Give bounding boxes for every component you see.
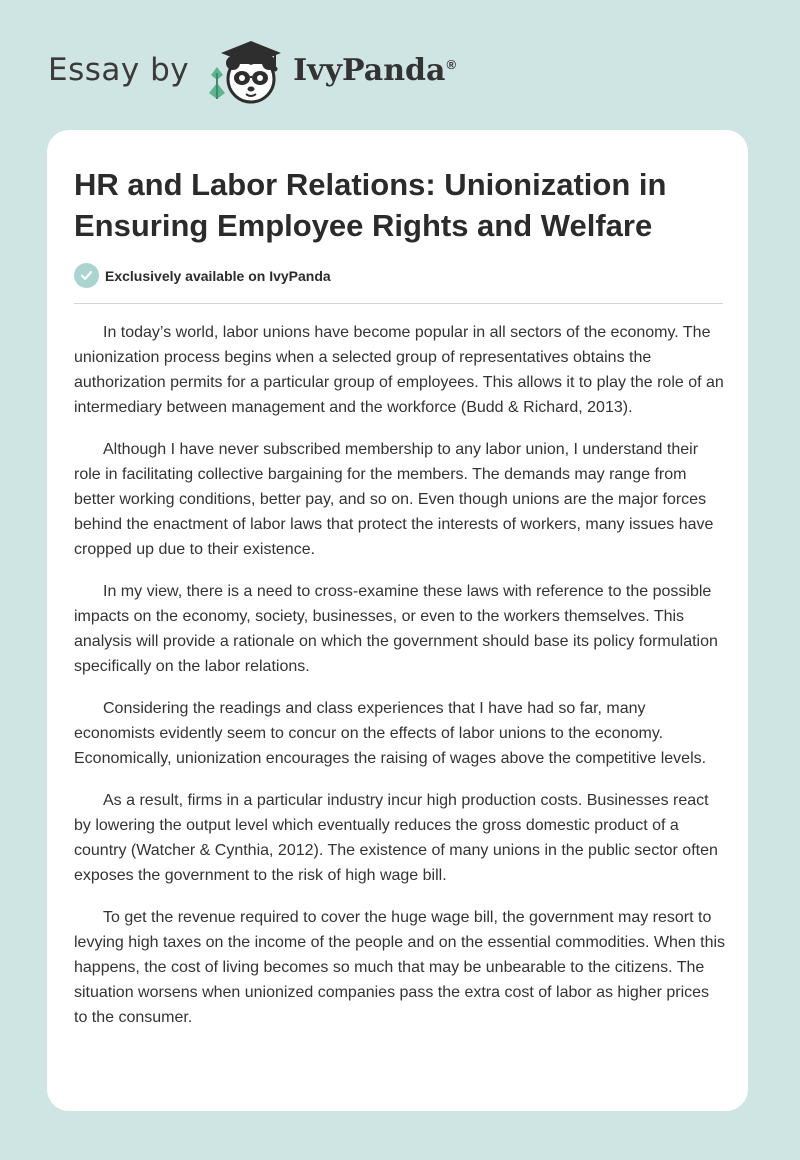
exclusive-badge: [74, 263, 331, 288]
ivypanda-logo[interactable]: [205, 33, 456, 107]
exclusive-badge-label: Exclusively available on IvyPanda: [105, 267, 331, 284]
brand-name-text: IvyPanda: [293, 52, 446, 88]
brand-name: [293, 53, 456, 88]
essay-body: [74, 320, 726, 1047]
paragraph: Considering the readings and class experiences that I have had so far, many economists evidently seem to concur on the effects of labor unions to the economy. Economically, unionization encourages the raising of wages above the competitive levels.: [74, 700, 707, 767]
title-divider: [74, 303, 723, 304]
essay-card: [47, 130, 748, 1111]
essay-title: HR and Labor Relations: Unionization in Ensuring Employee Rights and Welfare: [74, 167, 667, 243]
paragraph: As a result, firms in a particular industry incur high production costs. Businesses react by lowering the output level which eventually reduces the gross domestic product of a country (Watcher & Cynthia, 2012). The existence of many unions in the public sector often exposes the government to the risk of high wage bill.: [74, 792, 718, 884]
registered-mark: ®: [446, 56, 457, 72]
essay-by-label: Essay by: [48, 52, 190, 88]
check-icon: [74, 263, 99, 288]
paragraph: To get the revenue required to cover the huge wage bill, the government may resort to levying high taxes on the income of the people and on the essential commodities. When this happens, the cost of living becomes so much that may be unbearable to the citizens. The situation worsens when unionized companies pass the extra cost of labor as higher prices to the consumer.: [74, 909, 726, 1026]
paragraph: In my view, there is a need to cross-examine these laws with reference to the possible impacts on the economy, society, businesses, or even to the workers themselves. This analysis will provide a rationale on which the government should base its policy formulation specifically on the labor relations.: [74, 583, 718, 675]
paragraph: In today’s world, labor unions have become popular in all sectors of the economy. The unionization process begins when a selected group of representatives obtains the authorization permits for a particular group of employees. This allows it to play the role of an intermediary between management and the workforce (Budd & Richard, 2013).: [74, 324, 724, 416]
site-header: [48, 30, 456, 110]
paragraph: Although I have never subscribed membership to any labor union, I understand their role in facilitating collective bargaining for the members. The demands may range from better working conditions, better pay, and so on. Even though unions are the major forces behind the enactment of labor laws that protect the interests of workers, many issues have cropped up due to their existence.: [74, 441, 714, 558]
panda-graduate-icon: [205, 33, 285, 107]
